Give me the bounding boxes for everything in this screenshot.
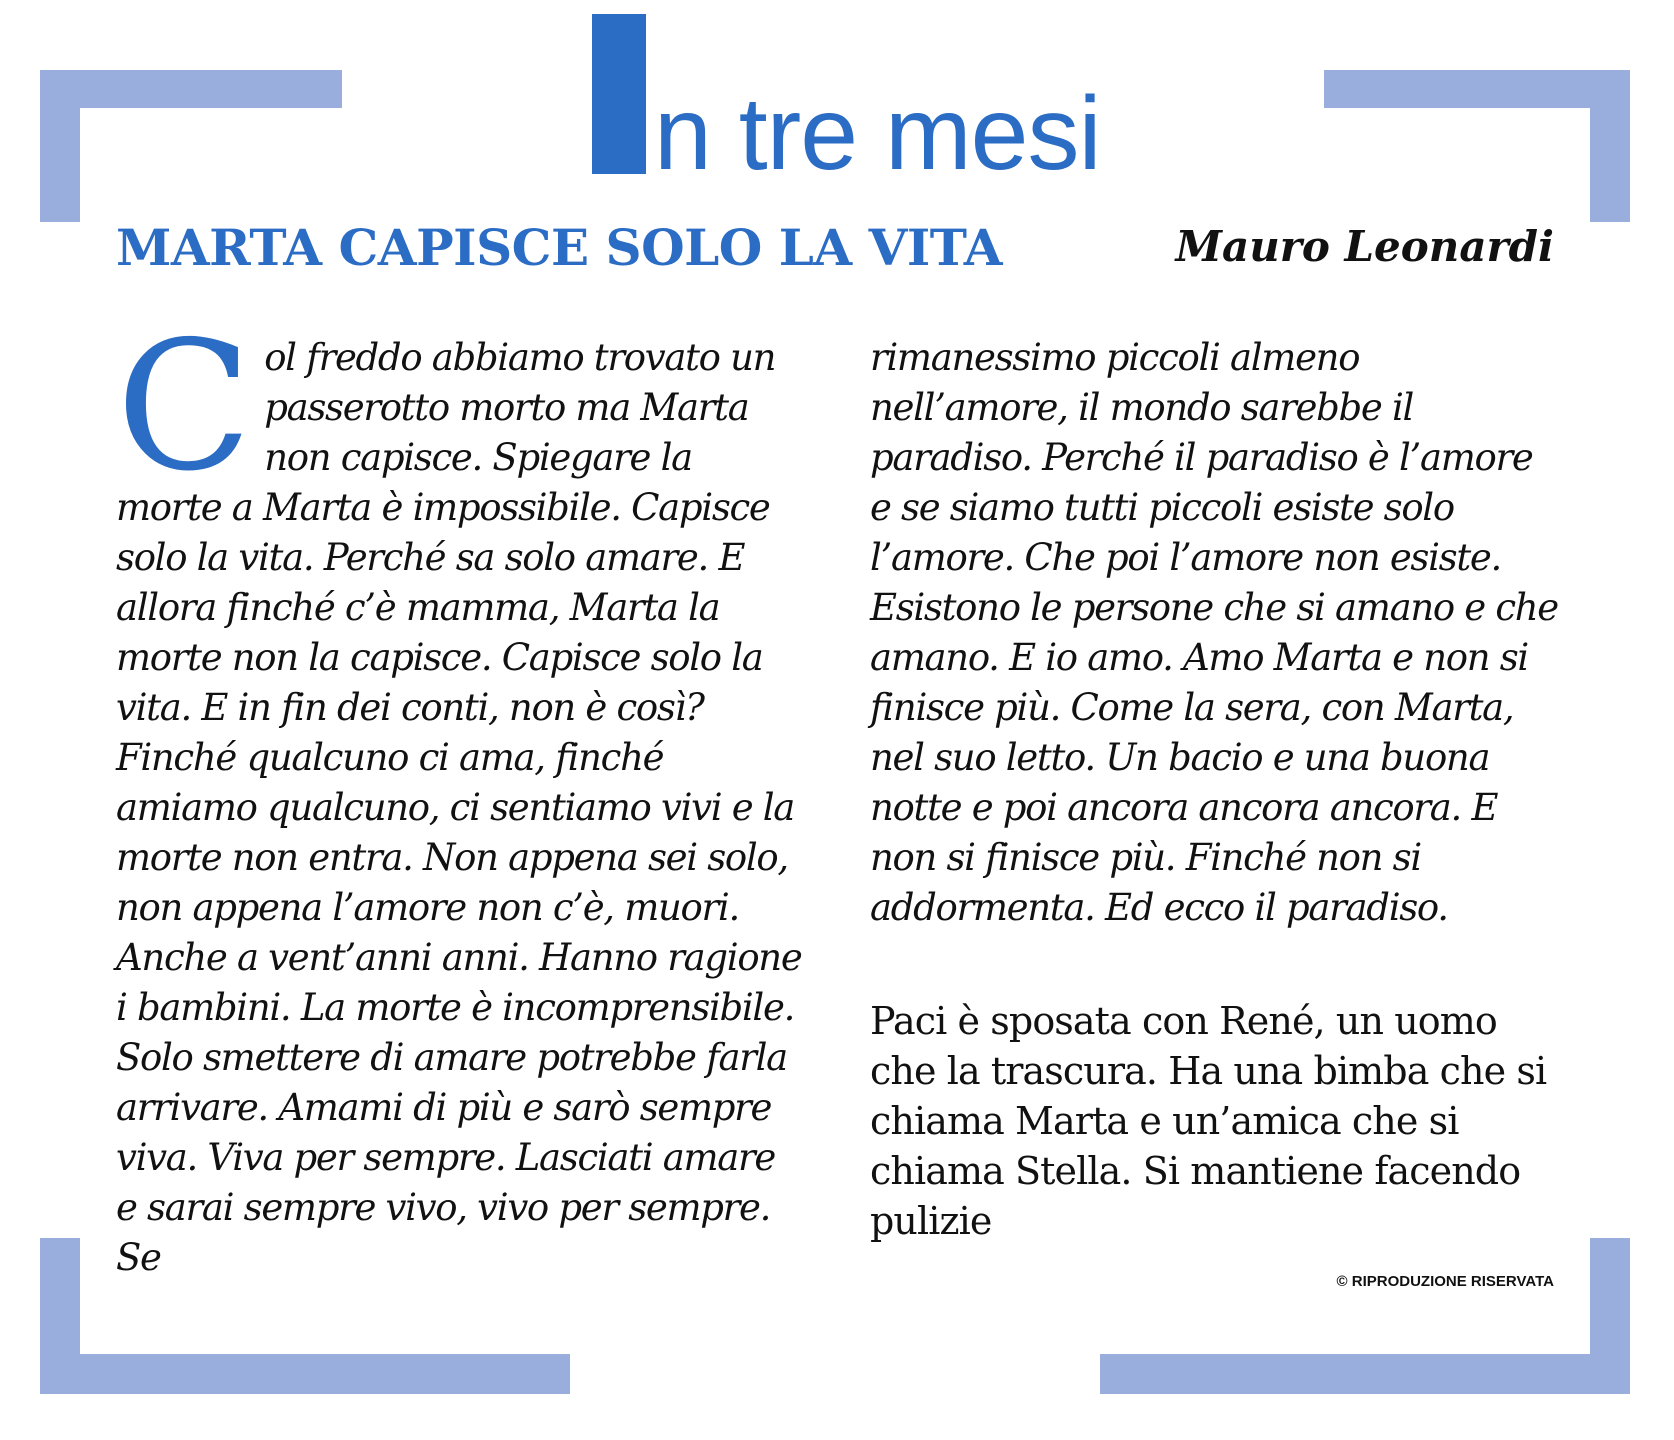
article-headline: MARTA CAPISCE SOLO LA VITA xyxy=(116,218,1003,277)
frame-corner-bottom-right-vertical xyxy=(1590,1238,1630,1394)
article-column-left xyxy=(116,303,806,1283)
frame-corner-bottom-right xyxy=(1100,1354,1630,1394)
drop-cap: C xyxy=(116,303,253,510)
article-synopsis: Paci è sposata con René, un uomo che la trascura. Ha una bimba che si chiama Marta e un’amica che si chiama Stella. Si mantiene facendo pulizie xyxy=(870,999,1547,1243)
copyright-notice: © RIPRODUZIONE RISERVATA xyxy=(1336,1273,1554,1290)
frame-corner-top-left xyxy=(40,70,342,108)
frame-corner-bottom-left xyxy=(40,1354,570,1394)
frame-corner-top-right-vertical xyxy=(1590,70,1630,222)
rubric-title: n tre mesi xyxy=(654,76,1101,192)
frame-corner-bottom-left-vertical xyxy=(40,1238,80,1394)
article-body-right: rimanessimo piccoli almeno nell’amore, il mondo sarebbe il paradiso. Perché il paradiso è l’amore e se siamo tutti piccoli esiste solo l’amore. Che poi l’amore non esiste. Esistono le persone che si amano e che amano. E io amo. Amo Marta e non si finisce più. Come la sera, con Marta, nel suo letto. Un bacio e una buona notte e poi ancora ancora ancora. E non si finisce più. Finché non si addormenta. Ed ecco il paradiso. xyxy=(870,336,1558,929)
article-byline: Mauro Leonardi xyxy=(1175,222,1554,271)
article-column-right xyxy=(870,333,1560,933)
frame-corner-top-right xyxy=(1324,70,1630,108)
rubric-initial-bar xyxy=(592,14,646,174)
frame-corner-top-left-vertical xyxy=(40,70,80,222)
article-body-left: ol freddo abbiamo trovato un passerotto morto ma Marta non capisce. Spiegare la morte a Marta è impossibile. Capisce solo la vita. Perché sa solo amare. E allora finché c’è mamma, Marta la morte non la capisce. Capisce solo la vita. E in fin dei conti, non è così? Finché qualcuno ci ama, finché amiamo qualcuno, ci sentiamo vivi e la morte non entra. Non appena sei solo, non appena l’amore non c’è, muori. Anche a vent’anni anni. Hanno ragione i bambini. La morte è incomprensibile. Solo smettere di amare potrebbe farla arrivare. Amami di più e sarò sempre viva. Viva per sempre. Lasciati amare e sarai sempre vivo, vivo per sempre. Se xyxy=(116,336,802,1279)
